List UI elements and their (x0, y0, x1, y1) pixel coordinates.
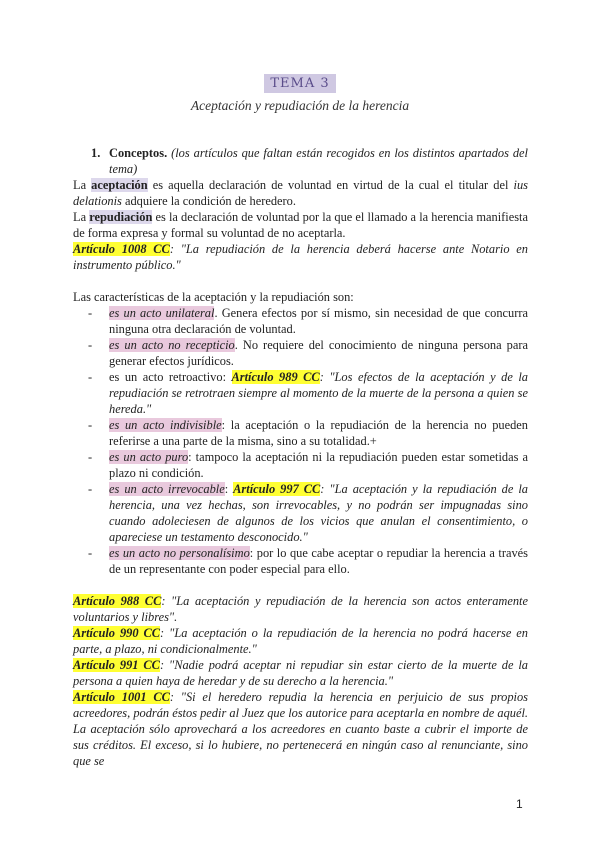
paragraph-repudiacion (73, 209, 528, 241)
article-1008-text: : "La repudiación de la herencia deberá hacerse ante Notario en instrumento público." (73, 242, 528, 272)
list-item (73, 481, 528, 545)
item-highlight: es un acto indivisible (109, 418, 222, 432)
article-990-text: : "La aceptación o la repudiación de la herencia no podrá hacerse en parte, a plazo, ni condicionalmente." (73, 626, 528, 656)
latin-term: ius delationis (73, 178, 528, 208)
article-991-text: : "Nadie podrá aceptar ni repudiar sin estar cierto de la muerte de la persona a quien haya de heredar y de su derecho a la herencia." (73, 658, 528, 688)
item-text: : (224, 482, 234, 496)
item-text: : tampoco la aceptación ni la repudiación pueden estar sometidas a plazo ni condición. (109, 450, 528, 480)
text-fragment: La (73, 210, 90, 224)
article-1008 (73, 241, 528, 273)
article-997-text: : "La aceptación y la repudiación de la herencia, una vez hechas, son irrevocables, y no podrán ser impugnadas sino cuando adoleciesen de algunos de los vicios que anulan el consentimiento, o apareciese un testamento desconocido." (109, 482, 528, 544)
text-fragment: adquiere la condición de heredero. (121, 194, 296, 208)
item-text: . No requiere del conocimiento de ninguna persona para generar efectos jurídicos. (109, 338, 528, 368)
item-highlight: es un acto no personalísimo (109, 546, 250, 560)
article-997-label: Artículo 997 CC (233, 482, 321, 496)
page-number: 1 (516, 797, 523, 811)
caracteristicas-list (73, 305, 528, 577)
article-988-label: Artículo 988 CC (73, 594, 162, 608)
document-body (73, 145, 528, 769)
section-number: 1. (91, 146, 101, 160)
list-item (73, 305, 528, 337)
term-repudiacion: repudiación (89, 210, 153, 224)
list-item (73, 545, 528, 577)
item-text: : la aceptación o la repudiación de la herencia no pueden referirse a una parte de la misma, sino a su totalidad.+ (109, 418, 528, 448)
article-1001 (73, 689, 528, 769)
item-highlight: es un acto irrevocable (109, 482, 225, 496)
item-highlight: es un acto no recepticio (109, 338, 235, 352)
caracteristicas-intro: Las características de la aceptación y la repudiación son: (73, 290, 354, 304)
article-1008-label: Artículo 1008 CC (73, 242, 170, 256)
article-989-label: Artículo 989 CC (231, 370, 320, 384)
list-item (73, 337, 528, 369)
term-aceptacion: aceptación (91, 178, 148, 192)
tema-heading: TEMA 3 (264, 74, 335, 93)
section-title: Conceptos. (109, 146, 168, 160)
article-988 (73, 593, 528, 625)
item-text: es un acto retroactivo: (109, 370, 232, 384)
article-989-text: : "Los efectos de la aceptación y de la repudiación se retrotraen siempre al momento de la muerte de la persona a quien se hereda." (109, 370, 528, 416)
list-item (73, 449, 528, 481)
item-text: . Genera efectos por sí mismo, sin necesidad de que concurra ninguna otra declaración de voluntad. (109, 306, 528, 336)
tema-heading-wrap (0, 74, 600, 93)
spacer (73, 577, 528, 593)
item-highlight: es un acto unilateral (109, 306, 215, 320)
text-fragment: es aquella declaración de voluntad en virtud de la cual el titular del (147, 178, 514, 192)
text-fragment: es la declaración de voluntad por la que el llamado a la herencia manifiesta de forma expresa y formal su voluntad de no aceptarla. (73, 210, 528, 240)
article-991 (73, 657, 528, 689)
section-note: (los artículos que faltan están recogidos en los distintos apartados del tema) (109, 146, 528, 176)
text-fragment: La (73, 178, 92, 192)
list-item (73, 369, 528, 417)
list-item (73, 417, 528, 449)
article-990-label: Artículo 990 CC (73, 626, 161, 640)
section-title-line (109, 145, 528, 177)
article-1001-label: Artículo 1001 CC (73, 690, 170, 704)
article-1001-text: : "Si el heredero repudia la herencia en perjuicio de sus propios acreedores, podrán éstos pedir al Juez que los autorice para aceptarla en nombre de aquél. La aceptación sólo aprovechará a los acreedores en cuanto baste a cubrir el importe de sus créditos. El exceso, si lo hubiere, no pertenecerá en ningún caso al renunciante, sino que se (73, 690, 528, 768)
spacer (73, 273, 528, 289)
item-highlight: es un acto puro (109, 450, 189, 464)
article-988-text: : "La aceptación y repudiación de la herencia son actos enteramente voluntarios y libres". (73, 594, 528, 624)
section-heading (73, 145, 528, 177)
item-text: : por lo que cabe aceptar o repudiar la herencia a través de un representante con poder especial para ello. (109, 546, 529, 576)
article-990 (73, 625, 528, 657)
document-subtitle: Aceptación y repudiación de la herencia (190, 98, 410, 113)
article-991-label: Artículo 991 CC (73, 658, 160, 672)
paragraph-aceptacion (73, 177, 528, 209)
